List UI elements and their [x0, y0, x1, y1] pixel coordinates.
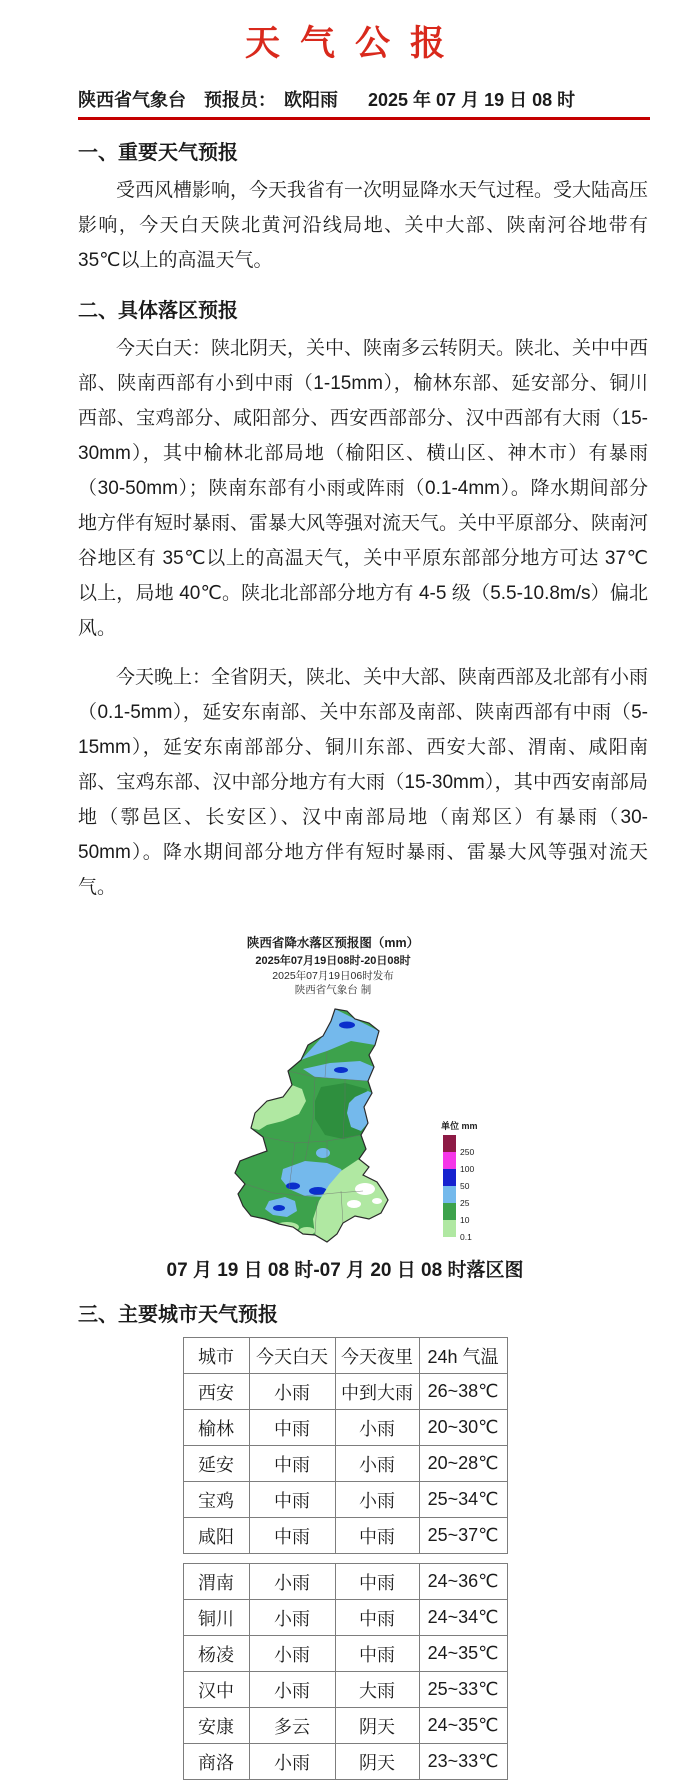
day-weather-cell: 中雨 [249, 1482, 335, 1518]
table-row [183, 1482, 507, 1518]
page-title: 天气公报 [244, 24, 465, 63]
city-name-cell: 西安 [183, 1374, 249, 1410]
precipitation-map-figure [155, 931, 535, 1251]
map-subtitle-period: 2025年07月19日08时-20日08时 [255, 955, 411, 967]
day-weather-cell: 多云 [249, 1708, 335, 1744]
day-weather-cell: 小雨 [249, 1600, 335, 1636]
city-weather-table-south [183, 1563, 508, 1780]
map-subtitle-maker: 陕西省气象台 制 [294, 984, 372, 996]
city-name-cell: 榆林 [183, 1410, 249, 1446]
table-header-row [183, 1338, 507, 1374]
table-row [183, 1564, 507, 1600]
legend-swatch-sky [443, 1186, 456, 1203]
city-name-cell: 杨凌 [183, 1636, 249, 1672]
city-name-cell: 咸阳 [183, 1518, 249, 1554]
report-header-line [78, 86, 650, 120]
table-row [183, 1636, 507, 1672]
night-weather-cell: 中雨 [335, 1600, 419, 1636]
temperature-cell: 25~37℃ [419, 1518, 507, 1554]
city-name-cell: 宝鸡 [183, 1482, 249, 1518]
night-weather-cell: 中雨 [335, 1518, 419, 1554]
temperature-cell: 23~33℃ [419, 1744, 507, 1780]
table-row [183, 1600, 507, 1636]
table-row [183, 1446, 507, 1482]
legend-swatch-blue [443, 1169, 456, 1186]
section-heading-area-forecast: 二、具体落区预报 [78, 300, 238, 322]
header-city: 城市 [183, 1338, 249, 1374]
city-weather-table-north [183, 1337, 508, 1554]
legend-label-50: 50 [460, 1181, 470, 1191]
region-north-heavy-spot [339, 1022, 355, 1029]
region-southeast-dry-patch-2 [347, 1200, 361, 1208]
city-name-cell: 渭南 [183, 1564, 249, 1600]
temperature-cell: 24~36℃ [419, 1564, 507, 1600]
table-row [183, 1672, 507, 1708]
night-weather-cell: 阴天 [335, 1708, 419, 1744]
map-title: 陕西省降水落区预报图（mm） [246, 936, 420, 950]
table-row [183, 1708, 507, 1744]
table-row [183, 1744, 507, 1780]
table-row [183, 1410, 507, 1446]
map-caption: 07 月 19 日 08 时-07 月 20 日 08 时落区图 [166, 1260, 524, 1281]
city-name-cell: 商洛 [183, 1744, 249, 1780]
legend-swatch-light-green [443, 1220, 456, 1237]
night-weather-cell: 中雨 [335, 1636, 419, 1672]
region-southeast-dry-patch-1 [355, 1183, 375, 1195]
temperature-cell: 24~35℃ [419, 1708, 507, 1744]
precipitation-forecast-map [155, 931, 535, 1251]
day-weather-cell: 小雨 [249, 1564, 335, 1600]
temperature-cell: 24~34℃ [419, 1600, 507, 1636]
night-weather-cell: 中到大雨 [335, 1374, 419, 1410]
section-heading-important-weather: 一、重要天气预报 [78, 142, 238, 164]
region-southeast-dry-patch-3 [372, 1198, 382, 1204]
temperature-cell: 25~34℃ [419, 1482, 507, 1518]
region-hanzhong-heavy-spot [273, 1205, 285, 1211]
day-weather-cell: 小雨 [249, 1374, 335, 1410]
legend-title: 单位 mm [441, 1121, 478, 1131]
header-daytime: 今天白天 [249, 1338, 335, 1374]
night-weather-cell: 大雨 [335, 1672, 419, 1708]
header-temperature: 24h 气温 [419, 1338, 507, 1374]
paragraph-daytime-forecast: 今天白天：陕北阴天，关中、陕南多云转阴天。陕北、关中中西部、陕南西部有小到中雨（1-15mm），榆林东部、延安部分、铜川西部、宝鸡部分、咸阳部分、西安西部部分、汉中西部有大雨（15-30mm），其中榆林北部局地（榆阳区、横山区、神木市）有暴雨（30-50mm）；陕南东部有小雨或阵雨（0.1-4mm）。降水期间部分地方伴有短时暴雨、雷暴大风等强对流天气。关中平原部分、陕南河谷地区有 35℃以上的高温天气，关中平原东部部分地方可达 37℃以上，局地 40℃。陕北北部部分地方有 4-5 级（5.5-10.8m/s）偏北风。 [78, 338, 649, 639]
temperature-cell: 24~35℃ [419, 1636, 507, 1672]
day-weather-cell: 小雨 [249, 1672, 335, 1708]
legend-label-10: 10 [460, 1215, 470, 1225]
station-name: 陕西省气象台 [78, 90, 186, 110]
day-weather-cell: 中雨 [249, 1518, 335, 1554]
city-name-cell: 汉中 [183, 1672, 249, 1708]
legend-swatch-green [443, 1203, 456, 1220]
legend-label-100: 100 [460, 1164, 475, 1174]
map-subtitle-issued: 2025年07月19日06时发布 [272, 970, 394, 982]
temperature-cell: 20~28℃ [419, 1446, 507, 1482]
header-night: 今天夜里 [335, 1338, 419, 1374]
city-name-cell: 铜川 [183, 1600, 249, 1636]
day-weather-cell: 中雨 [249, 1446, 335, 1482]
paragraph-important-weather: 受西风槽影响，今天我省有一次明显降水天气过程。受大陆高压影响，今天白天陕北黄河沿线局地、关中大部、陕南河谷地带有 35℃以上的高温天气。 [78, 180, 649, 271]
legend-swatch-magenta [443, 1152, 456, 1169]
region-guanzhong-heavy-spot-1 [286, 1183, 300, 1190]
city-name-cell: 延安 [183, 1446, 249, 1482]
report-datetime: 2025 年 07 月 19 日 08 时 [368, 90, 576, 110]
temperature-cell: 26~38℃ [419, 1374, 507, 1410]
night-weather-cell: 阴天 [335, 1744, 419, 1780]
legend-label-25: 25 [460, 1198, 470, 1208]
temperature-cell: 25~33℃ [419, 1672, 507, 1708]
section-heading-city-forecast: 三、主要城市天气预报 [78, 1304, 278, 1326]
forecaster-label: 预报员： [204, 90, 276, 110]
temperature-cell: 20~30℃ [419, 1410, 507, 1446]
legend-swatch-maroon [443, 1135, 456, 1152]
region-mid-north-heavy-spot [334, 1067, 348, 1073]
night-weather-cell: 小雨 [335, 1410, 419, 1446]
paragraph-night-forecast: 今天晚上：全省阴天，陕北、关中大部、陕南西部及北部有小雨（0.1-5mm），延安东南部、关中东部及南部、陕南西部有中雨（5-15mm），延安东南部部分、铜川东部、西安大部、渭南、咸阳南部、宝鸡东部、汉中部分地方有大雨（15-30mm），其中西安南部局地（鄠邑区、长安区）、汉中南部局地（南郑区）有暴雨（30-50mm）。降水期间部分地方伴有短时暴雨、雷暴大风等强对流天气。 [78, 667, 649, 898]
table-row [183, 1374, 507, 1410]
region-tongchuan-patch [316, 1148, 330, 1158]
night-weather-cell: 小雨 [335, 1482, 419, 1518]
map-legend [441, 1120, 478, 1242]
table-row [183, 1518, 507, 1554]
city-name-cell: 安康 [183, 1708, 249, 1744]
day-weather-cell: 中雨 [249, 1410, 335, 1446]
legend-label-0-1: 0.1 [460, 1232, 472, 1242]
day-weather-cell: 小雨 [249, 1636, 335, 1672]
night-weather-cell: 中雨 [335, 1564, 419, 1600]
legend-label-250: 250 [460, 1147, 475, 1157]
forecaster-name: 欧阳雨 [284, 90, 338, 110]
night-weather-cell: 小雨 [335, 1446, 419, 1482]
day-weather-cell: 小雨 [249, 1744, 335, 1780]
